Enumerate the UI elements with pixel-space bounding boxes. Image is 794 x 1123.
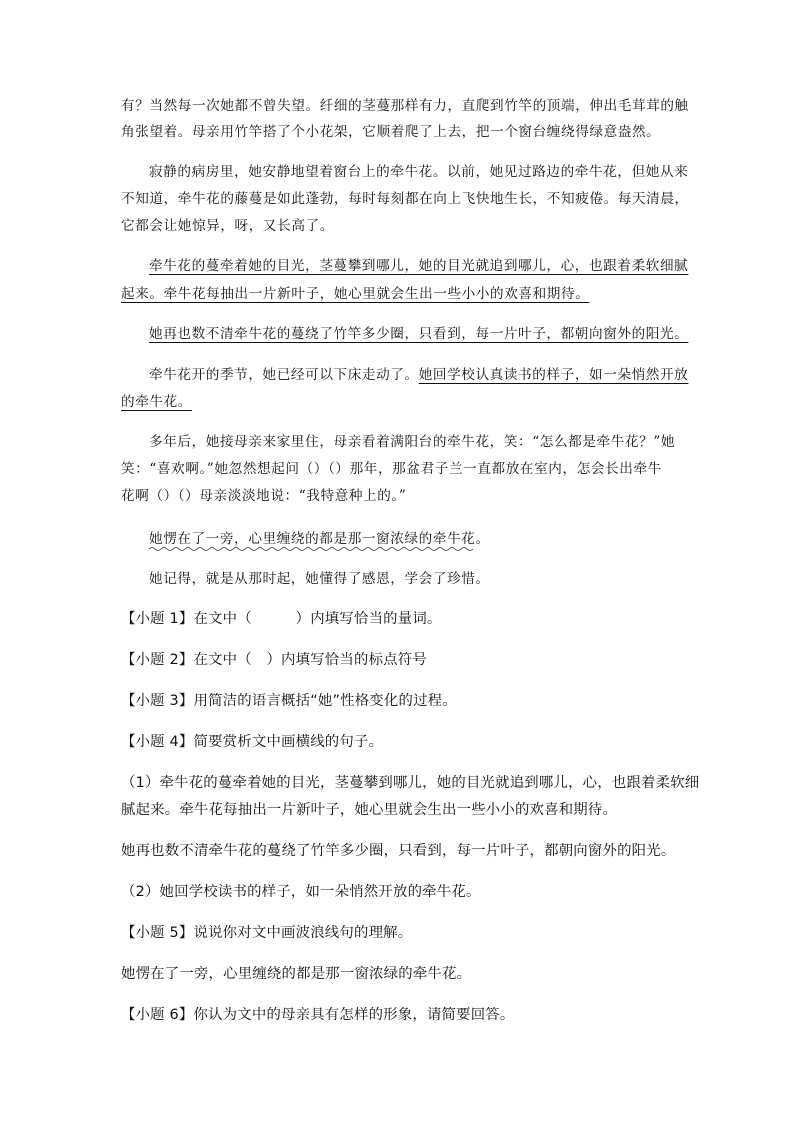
underlined-sentence: 起来。牵牛花每抽出一片新叶子，她心里就会生出一些小小的欢喜和期待。 bbox=[121, 286, 590, 302]
question-1: 【小题 1】在文中（ ）内填写恰当的量词。 bbox=[121, 611, 442, 627]
passage-line: 寂静的病房里，她安静地望着窗台上的牵牛花。以前，她见过路边的牵牛花，但她从来 bbox=[149, 164, 689, 180]
question-5: 【小题 5】说说你对文中画波浪线句的理解。 bbox=[121, 925, 413, 941]
question-4-item-1: （1）牵牛花的蔓牵着她的目光，茎蔓攀到哪儿，她的目光就追到哪儿，心，也跟着柔软细 bbox=[121, 775, 700, 791]
wavy-underline bbox=[149, 546, 479, 552]
passage-line bbox=[149, 365, 688, 385]
passage-line: 它都会让她惊异，呀，又长高了。 bbox=[121, 218, 334, 234]
question-6: 【小题 6】你认为文中的母亲具有怎样的形象，请简要回答。 bbox=[121, 1007, 515, 1023]
question-4-item-1-sentence: 她再也数不清牵牛花的蔓绕了竹竿多少圈，只看到，每一片叶子，都朝向窗外的阳光。 bbox=[121, 843, 676, 859]
wavy-underlined-sentence: 她愣在了一旁，心里缠绕的都是那一窗浓绿的牵牛花。 bbox=[149, 531, 490, 547]
question-5-sentence: 她愣在了一旁，心里缠绕的都是那一窗浓绿的牵牛花。 bbox=[121, 966, 472, 982]
passage-line: 笑：“喜欢啊。”她忽然想起问（）（）那年，那盆君子兰一直都放在室内，怎会长出牵牛 bbox=[121, 461, 662, 477]
question-3: 【小题 3】用简洁的语言概括“她”性格变化的过程。 bbox=[121, 693, 457, 709]
passage-line: 不知道，牵牛花的藤蔓是如此蓬勃，每时每刻都在向上飞快地生长，不知疲倦。每天清晨， bbox=[121, 191, 689, 207]
underlined-sentence: 她回学校认真读书的样子，如一朵悄然开放 bbox=[418, 367, 689, 383]
underlined-sentence: 她再也数不清牵牛花的蔓绕了竹竿多少圈，只看到，每一片叶子，都朝向窗外的阳光。 bbox=[149, 326, 689, 342]
question-2: 【小题 2】在文中（ ）内填写恰当的标点符号 bbox=[121, 652, 427, 668]
passage-text: 牵牛花开的季节，她已经可以下床走动了。 bbox=[149, 367, 419, 383]
question-4-item-2: （2）她回学校读书的样子，如一朵悄然开放的牵牛花。 bbox=[121, 884, 481, 900]
underlined-sentence: 牵牛花的蔓牵着她的目光，茎蔓攀到哪儿，她的目光就追到哪儿，心，也跟着柔软细腻 bbox=[149, 258, 689, 274]
question-4: 【小题 4】简要赏析文中画横线的句子。 bbox=[121, 734, 384, 750]
passage-line: 她记得，就是从那时起，她懂得了感恩，学会了珍惜。 bbox=[149, 571, 490, 587]
question-4-item-1-cont: 腻起来。牵牛花每抽出一片新叶子，她心里就会生出一些小小的欢喜和期待。 bbox=[121, 802, 618, 818]
passage-line: 花啊（）（）母亲淡淡地说：“我特意种上的。” bbox=[121, 488, 407, 504]
passage-line: 角张望着。母亲用竹竿搭了个小花架，它顺着爬了上去，把一个窗台缠绕得绿意盎然。 bbox=[121, 124, 661, 140]
underlined-sentence: 的牵牛花。 bbox=[121, 394, 192, 410]
passage-line: 有？当然每一次她都不曾失望。纤细的茎蔓那样有力，直爬到竹竿的顶端，伸出毛茸茸的触 bbox=[121, 98, 689, 114]
passage-line: 多年后，她接母亲来家里住，母亲看着满阳台的牵牛花，笑：“怎么都是牵牛花？”她 bbox=[149, 434, 676, 450]
